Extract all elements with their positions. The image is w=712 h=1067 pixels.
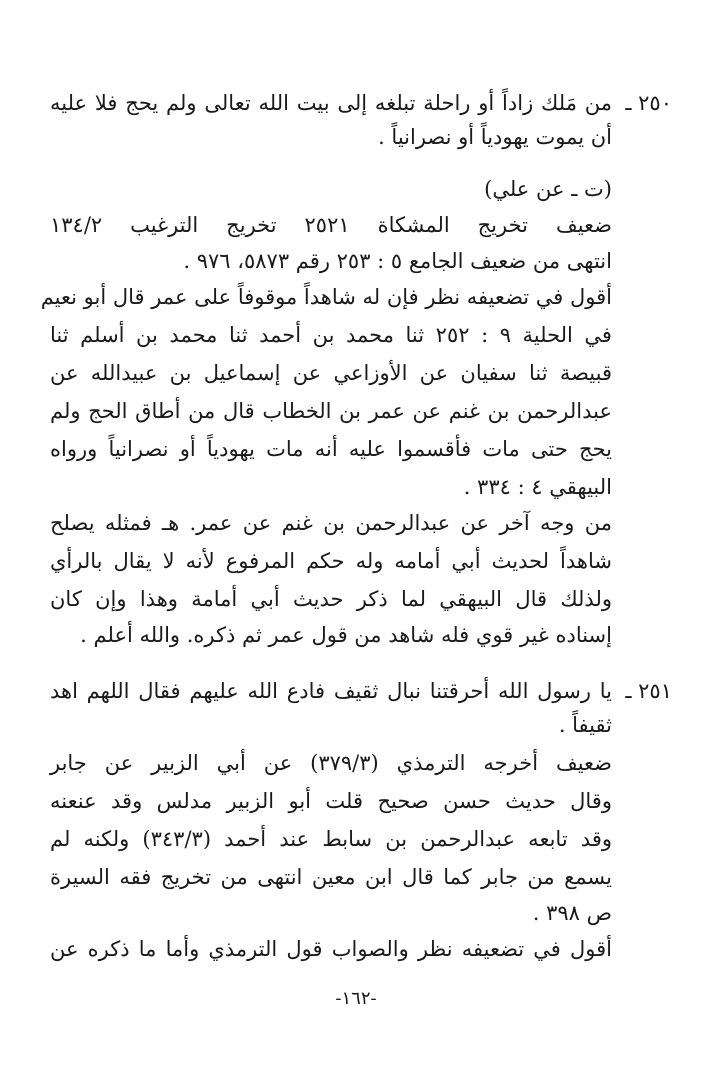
text-line: عبدالرحمن بن غنم عن عمر بن الخطاب قال من أطاق الحج ولم: [50, 399, 612, 423]
entry-number: ٢٥٠ ـ: [625, 91, 672, 115]
text-line: ولذلك قال البيهقي لما ذكر حديث أبي أمامة وهذا وإن كان: [50, 587, 612, 611]
text-line: أقول في تضعيفه نظر والصواب قول الترمذي وأما ما ذكره عن: [50, 937, 612, 961]
text-line: أن يموت يهودياً أو نصرانياً .: [378, 125, 612, 149]
text-line: إسناده غير قوي فله شاهد من قول عمر ثم ذكره. والله أعلم .: [80, 623, 612, 647]
text-line: في الحلية ٩ : ٢٥٢ ثنا محمد بن أحمد ثنا محمد بن أسلم ثنا: [50, 323, 612, 347]
text-line: وقال حديث حسن صحيح قلت أبو الزبير مدلس وقد عنعنه: [50, 789, 612, 813]
text-line: انتهى من ضعيف الجامع ٥ : ٢٥٣ رقم ٥٨٧٣، ٩٧٦ .: [183, 249, 612, 273]
text-line: يحج حتى مات فأقسموا عليه أنه مات يهودياً أو نصرانياً ورواه: [50, 437, 612, 461]
text-line: شاهداً لحديث أبي أمامه وله حكم المرفوع لأنه لا يقال بالرأي: [50, 549, 612, 573]
text-line: وقد تابعه عبدالرحمن بن سابط عند أحمد (٣٤٣/٣) ولكنه لم: [50, 827, 613, 851]
text-line: من وجه آخر عن عبدالرحمن بن غنم عن عمر. هـ فمثله يصلح: [50, 511, 612, 535]
grading-line: ضعيف تخريج المشكاة ٢٥٢١ تخريج الترغيب ١٣٤/٢: [50, 213, 612, 237]
text-line: ضعيف أخرجه الترمذي (٣٧٩/٣) عن أبي الزبير عن جابر: [50, 751, 613, 775]
entry-number: ٢٥١ ـ: [625, 679, 672, 703]
text-line: قبيصة ثنا سفيان عن الأوزاعي عن إسماعيل بن عبيدالله عن: [50, 361, 612, 385]
text-line: يا رسول الله أحرقتنا نبال ثقيف فادع الله عليهم فقال اللهم اهد: [50, 679, 612, 703]
source-line: (ت ـ عن علي): [484, 177, 612, 201]
text-line: يسمع من جابر كما قال ابن معين انتهى من تخريج فقه السيرة: [50, 865, 612, 889]
page-number: -١٦٢-: [335, 988, 377, 1009]
text-line: ص ٣٩٨ .: [532, 901, 612, 925]
text-line: من مَلك زاداً أو راحلة تبلغه إلى بيت الله تعالى ولم يحج فلا عليه: [50, 91, 612, 115]
text-line: ثقيفاً .: [558, 713, 612, 737]
text-line: أقول في تضعيفه نظر فإن له شاهداً موقوفاً على عمر قال أبو نعيم: [40, 285, 612, 309]
text-line: البيهقي ٤ : ٣٣٤ .: [463, 475, 612, 499]
